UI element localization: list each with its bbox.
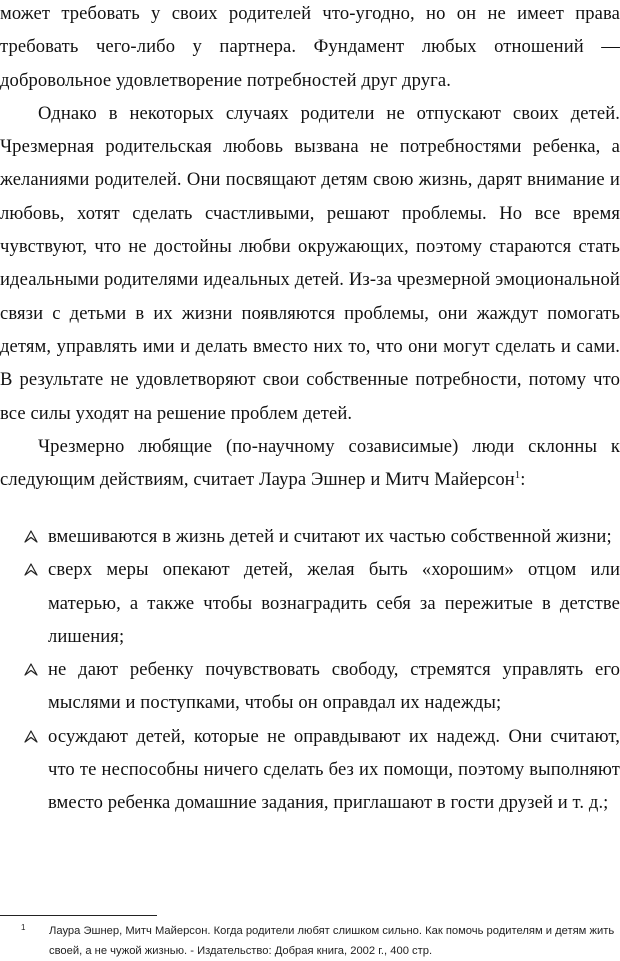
list-item-text: сверх меры опекают детей, желая быть «хорошим» отцом или матерью, а также чтобы вознаградить себя за пережитые в детстве лишения;	[48, 559, 620, 647]
paragraph-1: может требовать у своих родителей что-угодно, но он не имеет права требовать чего-либо у партнера. Фундамент любых отношений — добровольное удовлетворение потребностей друг друга.	[0, 3, 620, 91]
list-item-text: не дают ребенку почувствовать свободу, стремятся управлять его мыслями и поступками, чтобы он оправдал их надежды;	[48, 659, 620, 714]
arrowhead-bullet-icon	[24, 563, 38, 576]
paragraph-3-end: :	[520, 469, 526, 491]
footnote-text: Лаура Эшнер, Митч Майерсон. Когда родители любят слишком сильно. Как помочь родителям и детям жить своей, а не чужой жизнью. - Издательство: Добрая книга, 2002 г., 400 стр.	[49, 925, 615, 957]
paragraph-3	[0, 430, 620, 497]
footnote-reference[interactable]: 1	[514, 469, 521, 481]
arrowhead-bullet-icon	[24, 530, 38, 543]
arrowhead-bullet-icon	[24, 730, 38, 743]
paragraph-2: Однако в некоторых случаях родители не отпускают своих детей. Чрезмерная родительская любовь вызвана не потребностями ребенка, а желаниями родителей. Они посвящают детям свою жизнь, дарят внимание и любовь, хотят сделать счастливыми, решают проблемы. Но все время чувствуют, что не достойны любви окружающих, поэтому стараются стать идеальными родителями идеальных детей. Из-за чрезмерной эмоциональной связи с детьми в их жизни появляются проблемы, они жаждут помогать детям, управлять ими и делать вместо них то, что они могут сделать и сами. В результате не удовлетворяют свои собственные потребности, потому что все силы уходят на решение проблем детей.	[0, 102, 620, 424]
list-item	[0, 720, 620, 820]
list-item	[0, 653, 620, 720]
paragraph-3-text: Чрезмерно любящие (по-научному созависимые) люди склонны к следующим действиям, считает Лаура Эшнер и Митч Майерсон	[0, 435, 620, 491]
list-item	[0, 553, 620, 653]
footnote-divider	[0, 915, 157, 916]
list-item-text: вмешиваются в жизнь детей и считают их частью собственной жизни;	[48, 526, 612, 547]
list-item-text: осуждают детей, которые не оправдывают их надежд. Они считают, что те неспособны ничего сделать без их помощи, поэтому выполняют вместо ребенка домашние задания, приглашают в гости друзей и т. д.;	[48, 725, 620, 814]
footnote	[0, 921, 620, 961]
list-item	[0, 520, 620, 553]
bullet-list	[0, 520, 620, 820]
footnote-number: 1	[21, 923, 26, 932]
arrowhead-bullet-icon	[24, 663, 38, 676]
